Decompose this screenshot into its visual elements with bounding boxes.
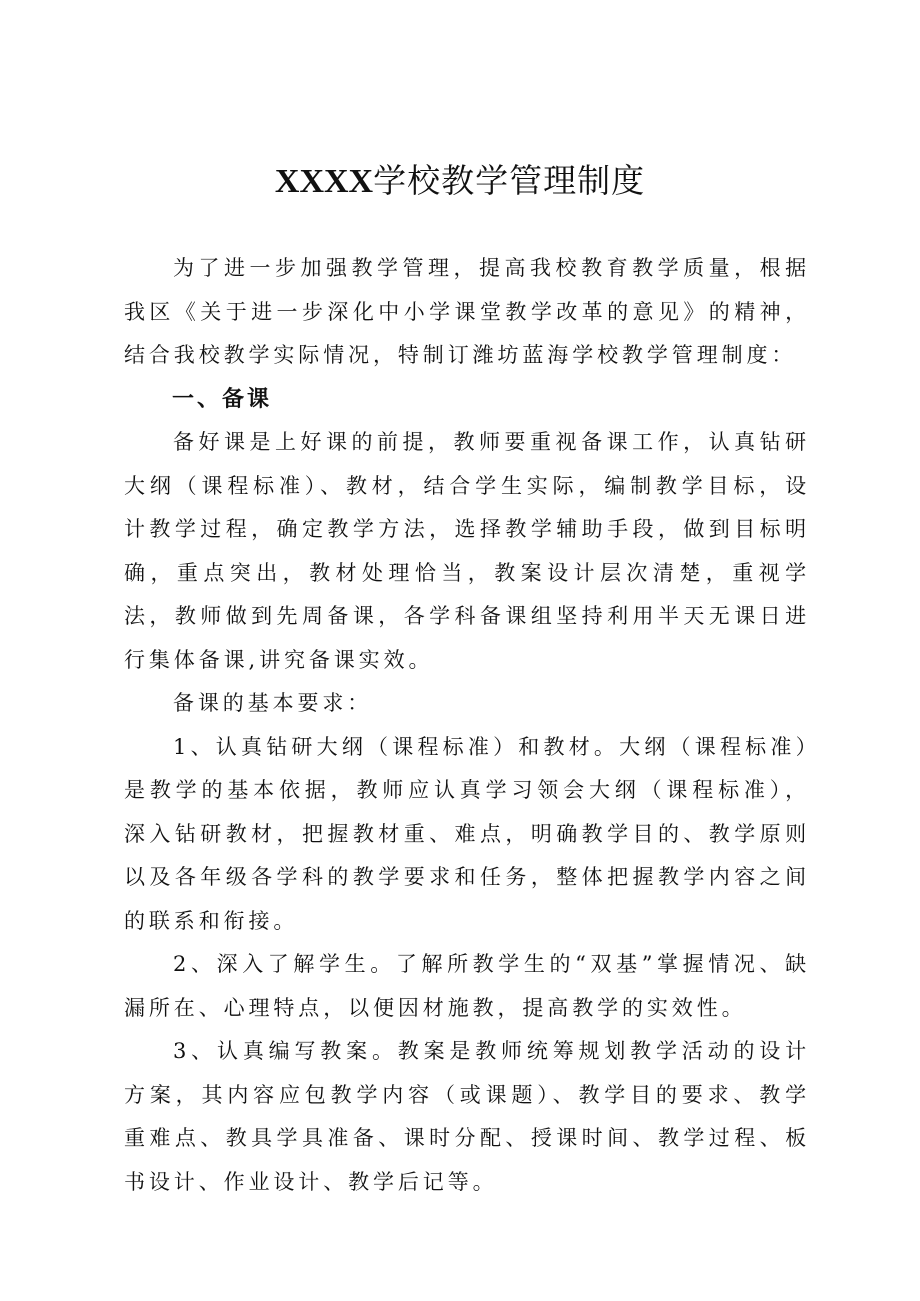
- document-body: [124, 247, 810, 1204]
- lesson-prep-paragraph: 备好课是上好课的前提，教师要重视备课工作，认真钻研大纲（课程标准）、教材，结合学生实际，编制教学目标，设计教学过程，确定教学方法，选择教学辅助手段，做到目标明确，重点突出，教材处理恰当，教案设计层次清楚，重视学法，教师做到先周备课，各学科备课组坚持利用半天无课日进行集体备课,讲究备课实效。: [124, 430, 810, 672]
- requirement-item-2: 2、深入了解学生。了解所教学生的“双基”掌握情况、缺漏所在、心理特点，以便因材施教，提高教学的实效性。: [124, 952, 810, 1020]
- intro-paragraph: 为了进一步加强教学管理，提高我校教育教学质量，根据我区《关于进一步深化中小学课堂教学改革的意见》的精神，结合我校教学实际情况，特制订潍坊蓝海学校教学管理制度：: [124, 256, 810, 367]
- requirement-item-3: 3、认真编写教案。教案是教师统筹规划教学活动的设计方案，其内容应包教学内容（或课题）、教学目的要求、教学重难点、教具学具准备、课时分配、授课时间、教学过程、板书设计、作业设计、教学后记等。: [124, 1039, 810, 1194]
- document-title: [0, 158, 920, 205]
- requirement-item-1: 1、认真钻研大纲（课程标准）和教材。大纲（课程标准）是教学的基本依据，教师应认真学习领会大纲（课程标准），深入钻研教材，把握教材重、难点，明确教学目的、教学原则以及各年级各学科的教学要求和任务，整体把握教学内容之间的联系和衔接。: [124, 734, 810, 933]
- title-text: 学校教学管理制度: [373, 161, 646, 200]
- requirements-intro: 备课的基本要求：: [173, 691, 373, 715]
- title-school-name: XXXX: [274, 163, 374, 200]
- section-heading-lesson-prep: 一、备课: [172, 386, 273, 412]
